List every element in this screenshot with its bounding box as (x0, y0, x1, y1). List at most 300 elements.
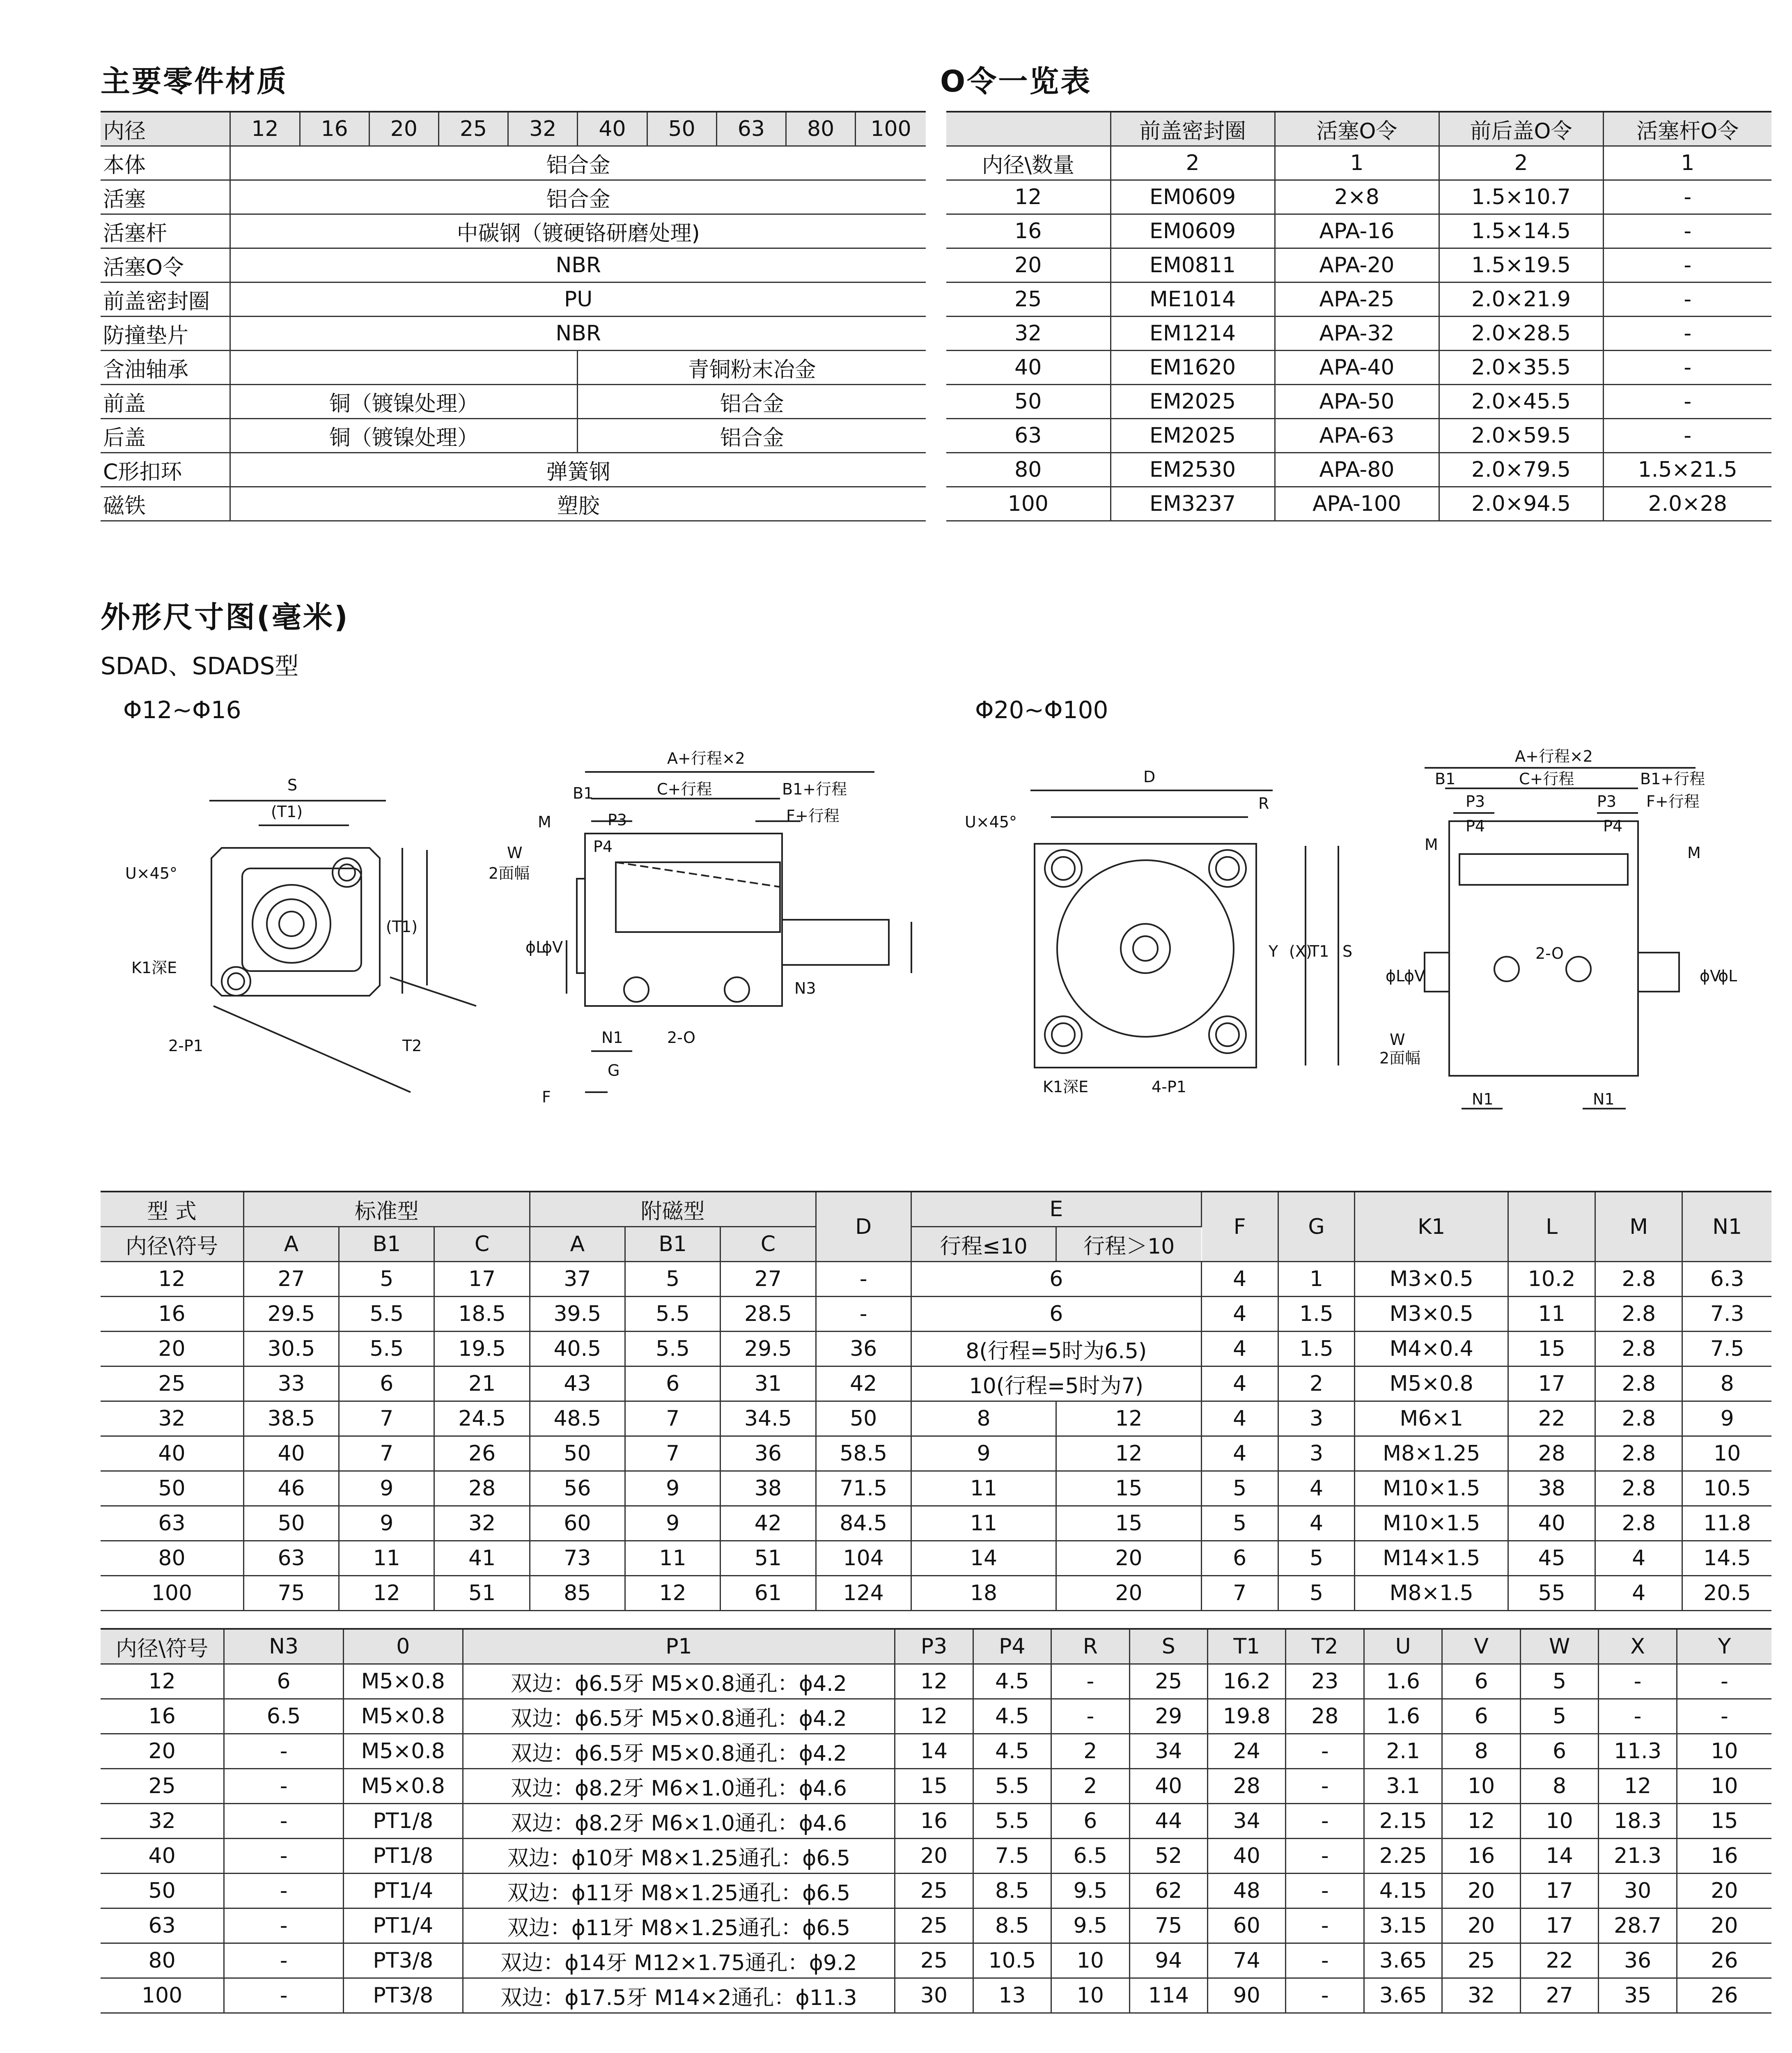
dim2-header-cell: V (1442, 1629, 1520, 1664)
dim2-cell: 双边：ϕ6.5牙 M5×0.8通孔：ϕ4.2 (463, 1699, 895, 1734)
materials-row (101, 214, 926, 248)
dim1-cell: 14.5 (1682, 1541, 1771, 1576)
dim2-cell: - (224, 1804, 344, 1839)
materials-row (101, 385, 926, 419)
part-name: 磁铁 (101, 487, 230, 521)
oring-cell: - (1603, 385, 1771, 419)
lbl-B1st: B1+行程 (782, 780, 847, 798)
dim2-cell: 4.15 (1364, 1874, 1442, 1908)
dim1-cell: 8 (1682, 1366, 1771, 1401)
materials-row (101, 180, 926, 214)
part-name: 前盖 (101, 385, 230, 419)
dim2-cell: 2 (1051, 1734, 1129, 1769)
oring-cell: 2×8 (1275, 180, 1439, 214)
dim1-cell: 4 (1201, 1366, 1278, 1401)
dim1-cell: 27 (243, 1262, 339, 1297)
dim2-cell: 9.5 (1051, 1908, 1129, 1943)
oring-qty-cell: 内径\数量 (946, 146, 1111, 180)
dim2-cell: 28 (1286, 1699, 1364, 1734)
part-material-right: 铝合金 (578, 419, 926, 453)
dim1-h-E1: 行程≤10 (911, 1227, 1056, 1262)
materials-row (101, 146, 926, 180)
dim2-cell: 40 (1129, 1769, 1207, 1804)
dim1-cell: 6 (911, 1262, 1201, 1297)
oring-cell: APA-32 (1275, 317, 1439, 351)
dim1-cell: 4 (1595, 1541, 1682, 1576)
dim1-cell: 10 (1682, 1436, 1771, 1471)
lbl-Cst: C+行程 (657, 780, 712, 798)
oring-cell: 32 (946, 317, 1111, 351)
dim1-cell: 48.5 (530, 1401, 625, 1436)
oring-cell: EM1620 (1111, 351, 1275, 385)
oring-cell: EM0811 (1111, 248, 1275, 282)
dim1-cell: 29.5 (720, 1332, 816, 1366)
oring-cell: 2.0×59.5 (1439, 419, 1603, 453)
lbl-P3c: P3 (1597, 792, 1617, 811)
dim2-cell: 10 (1442, 1769, 1520, 1804)
dim2-row (101, 1978, 1771, 2013)
dim1-cell: 2.8 (1595, 1262, 1682, 1297)
dim1-h-mag: 附磁型 (530, 1192, 816, 1227)
dim2-cell: 双边：ϕ6.5牙 M5×0.8通孔：ϕ4.2 (463, 1664, 895, 1699)
dim1-cell: 9 (339, 1506, 434, 1541)
dim2-cell: - (224, 1943, 344, 1978)
oring-cell: APA-25 (1275, 282, 1439, 317)
dim1-h-bore: 内径\符号 (101, 1227, 243, 1262)
dim1-cell: 5 (339, 1262, 434, 1297)
oring-cell: 1.5×10.7 (1439, 180, 1603, 214)
lbl-Vb: ϕV (1404, 967, 1425, 985)
dim2-cell: 15 (895, 1769, 973, 1804)
lbl-R: R (1258, 795, 1269, 813)
dim2-cell: 14 (1520, 1839, 1598, 1874)
dim1-cell: 61 (720, 1576, 816, 1611)
dim2-cell: 20 (1677, 1874, 1771, 1908)
part-material-left: 铜（镀镍处理） (230, 385, 578, 419)
dim1-cell: 104 (816, 1541, 911, 1576)
dim1-row (101, 1262, 1771, 1297)
dim2-cell: 32 (1442, 1978, 1520, 2013)
oring-header-cell: 活塞杆O令 (1603, 112, 1771, 146)
dim1-h-D: D (816, 1192, 911, 1262)
dim1-cell: 5 (1201, 1471, 1278, 1506)
oring-row (946, 317, 1771, 351)
oring-cell: EM2530 (1111, 453, 1275, 487)
dim1-cell: 9 (1682, 1401, 1771, 1436)
dim2-cell: 9.5 (1051, 1874, 1129, 1908)
dim1-cell: 18 (911, 1576, 1056, 1611)
dim2-cell: 6 (1051, 1804, 1129, 1839)
dim2-cell: 25 (895, 1874, 973, 1908)
oring-cell: 2.0×35.5 (1439, 351, 1603, 385)
oring-cell: - (1603, 282, 1771, 317)
dim1-cell: 4 (1278, 1471, 1355, 1506)
lbl-S: S (287, 776, 298, 794)
dim2-cell: 双边：ϕ8.2牙 M6×1.0通孔：ϕ4.6 (463, 1804, 895, 1839)
part-name: 活塞杆 (101, 214, 230, 248)
dim1-cell: 34.5 (720, 1401, 816, 1436)
oring-qty-row (946, 146, 1771, 180)
dim2-cell: M5×0.8 (343, 1699, 463, 1734)
materials-row (101, 351, 926, 385)
dim1-cell: M4×0.4 (1355, 1332, 1508, 1366)
dim1-cell: 40 (101, 1436, 243, 1471)
dim1-h-L: L (1508, 1192, 1595, 1262)
dim2-cell: - (1286, 1908, 1364, 1943)
dim2-cell: M5×0.8 (343, 1664, 463, 1699)
dim2-cell: 4.5 (973, 1664, 1051, 1699)
materials-table (101, 111, 926, 521)
part-material: 铝合金 (230, 180, 926, 214)
dim1-cell: 1 (1278, 1262, 1355, 1297)
dim1-cell: 7 (625, 1401, 720, 1436)
lbl-W2: 2面幅 (489, 864, 530, 882)
dim2-cell: 12 (101, 1664, 224, 1699)
dim2-cell: 双边：ϕ17.5牙 M14×2通孔：ϕ11.3 (463, 1978, 895, 2013)
dim2-cell: 50 (101, 1874, 224, 1908)
oring-cell: APA-80 (1275, 453, 1439, 487)
lbl-Sb: S (1342, 942, 1353, 960)
dim1-cell: 36 (816, 1332, 911, 1366)
dim1-cell: 41 (434, 1541, 530, 1576)
dim1-cell: 20.5 (1682, 1576, 1771, 1611)
dim1-cell: 11 (911, 1506, 1056, 1541)
dim1-cell: 5.5 (625, 1297, 720, 1332)
materials-row (101, 487, 926, 521)
dim1-cell: 124 (816, 1576, 911, 1611)
dim1-cell: 15 (1056, 1506, 1201, 1541)
dim1-cell: 5.5 (625, 1332, 720, 1366)
dim2-cell: 20 (895, 1839, 973, 1874)
dim1-cell: 37 (530, 1262, 625, 1297)
part-name: 活塞 (101, 180, 230, 214)
dim2-cell: - (1286, 1804, 1364, 1839)
dim2-cell: 100 (101, 1978, 224, 2013)
oring-qty-cell: 1 (1275, 146, 1439, 180)
dim1-cell: 6 (625, 1366, 720, 1401)
dim1-cell: 50 (816, 1401, 911, 1436)
dim2-cell: 12 (895, 1699, 973, 1734)
dim1-h-G: G (1278, 1192, 1355, 1262)
lbl-Vc: ϕV (1700, 967, 1721, 985)
dim2-cell: 3.1 (1364, 1769, 1442, 1804)
dim2-cell: 16 (1677, 1839, 1771, 1874)
materials-bore-cell: 100 (856, 112, 926, 146)
lbl-Lb: ϕL (1386, 967, 1405, 985)
oring-cell: 1.5×14.5 (1439, 214, 1603, 248)
dim1-cell: 84.5 (816, 1506, 911, 1541)
dim1-cell: - (816, 1262, 911, 1297)
materials-bore-cell: 32 (508, 112, 578, 146)
dim2-cell: 10 (1520, 1804, 1598, 1839)
dim1-cell: 22 (1508, 1401, 1595, 1436)
dim2-cell: 双边：ϕ10牙 M8×1.25通孔：ϕ6.5 (463, 1839, 895, 1874)
materials-header-label: 内径 (101, 112, 230, 146)
dim2-cell: 10 (1051, 1943, 1129, 1978)
dim1-row (101, 1366, 1771, 1401)
dim1-cell: 2.8 (1595, 1506, 1682, 1541)
dim1-cell: 4 (1595, 1576, 1682, 1611)
lbl-T2: T2 (402, 1037, 422, 1055)
part-material: 弹簧钢 (230, 453, 926, 487)
lbl-O2b: 2-O (1535, 944, 1564, 962)
dim2-cell: 8 (1520, 1769, 1598, 1804)
dim2-cell: 5.5 (973, 1804, 1051, 1839)
oring-cell: - (1603, 180, 1771, 214)
dim1-cell: 75 (243, 1576, 339, 1611)
dim2-cell: 3.65 (1364, 1943, 1442, 1978)
dim1-h-B1: B1 (625, 1227, 720, 1262)
materials-row (101, 419, 926, 453)
dim1-cell: 36 (720, 1436, 816, 1471)
lbl-A2: A+行程×2 (667, 749, 745, 767)
dim1-h-C: C (720, 1227, 816, 1262)
oring-cell: 2.0×28 (1603, 487, 1771, 521)
dim1-cell: 1.5 (1278, 1297, 1355, 1332)
dim2-cell: 26 (1677, 1943, 1771, 1978)
dim2-cell: 4.5 (973, 1734, 1051, 1769)
dim1-cell: 12 (1056, 1436, 1201, 1471)
dim1-cell: 15 (1508, 1332, 1595, 1366)
dim1-cell: 40 (243, 1436, 339, 1471)
front-view-large (1030, 790, 1338, 1068)
part-material: 塑胶 (230, 487, 926, 521)
dim1-cell: 26 (434, 1436, 530, 1471)
dim2-cell: 114 (1129, 1978, 1207, 2013)
lbl-Wb: W (1390, 1031, 1405, 1049)
dim2-cell: 20 (101, 1734, 224, 1769)
lbl-P3b: P3 (1466, 792, 1485, 811)
dim2-cell: PT1/4 (343, 1874, 463, 1908)
dim1-cell: 5 (1278, 1541, 1355, 1576)
dimension-drawings (0, 739, 1792, 1150)
dim1-cell: 43 (530, 1366, 625, 1401)
dim1-cell: 100 (101, 1576, 243, 1611)
dim2-cell: 10 (1677, 1769, 1771, 1804)
oring-qty-cell: 1 (1603, 146, 1771, 180)
dim1-cell: 4 (1201, 1332, 1278, 1366)
dim2-header-cell: P3 (895, 1629, 973, 1664)
dim2-cell: 62 (1129, 1874, 1207, 1908)
dim1-cell: 10(行程=5时为7) (911, 1366, 1201, 1401)
part-name: 后盖 (101, 419, 230, 453)
dimension-table-2 (101, 1628, 1771, 2014)
dim1-cell: 42 (816, 1366, 911, 1401)
dims-title: 外形尺寸图(毫米) (101, 600, 349, 634)
dim2-cell: 15 (1677, 1804, 1771, 1839)
dim1-cell: 3 (1278, 1436, 1355, 1471)
oring-cell: EM0609 (1111, 180, 1275, 214)
dim2-cell: 10 (1677, 1734, 1771, 1769)
dim1-row (101, 1541, 1771, 1576)
dim2-cell: 20 (1442, 1874, 1520, 1908)
dim2-cell: 8.5 (973, 1908, 1051, 1943)
lbl-P4b: P4 (1466, 817, 1485, 835)
dim1-cell: - (816, 1297, 911, 1332)
dim2-cell: 13 (973, 1978, 1051, 2013)
dim1-cell: 7 (339, 1436, 434, 1471)
dim2-row (101, 1908, 1771, 1943)
dim1-cell: 31 (720, 1366, 816, 1401)
dim1-cell: 32 (101, 1401, 243, 1436)
lbl-Ux45b: U×45° (965, 813, 1017, 831)
dim1-cell: 45 (1508, 1541, 1595, 1576)
lbl-L: ϕL (525, 938, 545, 956)
dim1-cell: 6.3 (1682, 1262, 1771, 1297)
dim2-cell: 6 (1520, 1734, 1598, 1769)
dim2-header-cell: T2 (1286, 1629, 1364, 1664)
dim2-cell: 2.15 (1364, 1804, 1442, 1839)
dim1-cell: 25 (101, 1366, 243, 1401)
materials-row (101, 282, 926, 317)
dim1-h-N1: N1 (1682, 1192, 1771, 1262)
oring-cell: 20 (946, 248, 1111, 282)
oring-row (946, 180, 1771, 214)
dim2-cell: 28.7 (1599, 1908, 1677, 1943)
dim2-cell: 25 (101, 1769, 224, 1804)
dim2-row (101, 1804, 1771, 1839)
oring-cell: APA-40 (1275, 351, 1439, 385)
dim1-cell: 9 (625, 1471, 720, 1506)
oring-cell: 2.0×45.5 (1439, 385, 1603, 419)
lbl-A2b: A+行程×2 (1515, 747, 1593, 765)
dim1-cell: 63 (101, 1506, 243, 1541)
oring-cell: 50 (946, 385, 1111, 419)
dim2-cell: 24 (1208, 1734, 1286, 1769)
lbl-W2b: 2面幅 (1379, 1049, 1421, 1067)
dim2-header-cell: X (1599, 1629, 1677, 1664)
oring-cell: 63 (946, 419, 1111, 453)
materials-row (101, 317, 926, 351)
dim1-cell: M6×1 (1355, 1401, 1508, 1436)
dim2-cell: PT1/8 (343, 1839, 463, 1874)
dim1-cell: 20 (1056, 1576, 1201, 1611)
dim2-cell: - (1677, 1664, 1771, 1699)
part-name: 前盖密封圈 (101, 282, 230, 317)
dim2-cell: 16 (895, 1804, 973, 1839)
oring-cell: - (1603, 248, 1771, 282)
dim2-cell: 双边：ϕ11牙 M8×1.25通孔：ϕ6.5 (463, 1908, 895, 1943)
dim2-header-cell: W (1520, 1629, 1598, 1664)
materials-bore-cell: 25 (438, 112, 508, 146)
dim1-cell: 29.5 (243, 1297, 339, 1332)
dim2-header-cell: S (1129, 1629, 1207, 1664)
dim2-cell: 63 (101, 1908, 224, 1943)
dim1-row (101, 1332, 1771, 1366)
dim2-cell: - (1677, 1699, 1771, 1734)
dim2-row (101, 1664, 1771, 1699)
lbl-B1b: B1 (1435, 770, 1456, 788)
dim2-cell: 36 (1599, 1943, 1677, 1978)
lbl-P1: 2-P1 (168, 1037, 203, 1055)
dim2-header-row (101, 1629, 1771, 1664)
dim1-cell: 18.5 (434, 1297, 530, 1332)
oring-cell: - (1603, 419, 1771, 453)
lbl-Lc: ϕL (1718, 967, 1737, 985)
dim2-cell: 80 (101, 1943, 224, 1978)
lbl-F: F (542, 1088, 551, 1106)
dim2-cell: 48 (1208, 1874, 1286, 1908)
part-name: 活塞O令 (101, 248, 230, 282)
dim1-h-M: M (1595, 1192, 1682, 1262)
lbl-B1stb: B1+行程 (1640, 770, 1705, 788)
dim2-cell: 27 (1520, 1978, 1598, 2013)
dim1-cell: 1.5 (1278, 1332, 1355, 1366)
dim1-h-K1: K1 (1355, 1192, 1508, 1262)
dim1-cell: 7 (339, 1401, 434, 1436)
dim1-h-F: F (1201, 1192, 1278, 1262)
oring-cell: APA-63 (1275, 419, 1439, 453)
dim2-header-cell: 0 (343, 1629, 463, 1664)
materials-bore-cell: 20 (369, 112, 438, 146)
dim1-cell: M3×0.5 (1355, 1297, 1508, 1332)
dim2-cell: - (1286, 1734, 1364, 1769)
dim2-cell: 44 (1129, 1804, 1207, 1839)
dim2-cell: 双边：ϕ14牙 M12×1.75通孔：ϕ9.2 (463, 1943, 895, 1978)
dim2-cell: 双边：ϕ6.5牙 M5×0.8通孔：ϕ4.2 (463, 1734, 895, 1769)
dim1-h-type: 型 式 (101, 1192, 243, 1227)
dim1-cell: 6 (911, 1297, 1201, 1332)
dim2-cell: 20 (1442, 1908, 1520, 1943)
dim2-cell: - (224, 1874, 344, 1908)
dim2-header-cell: U (1364, 1629, 1442, 1664)
dim1-cell: 2.8 (1595, 1436, 1682, 1471)
dim2-cell: 17 (1520, 1874, 1598, 1908)
dim1-cell: 38.5 (243, 1401, 339, 1436)
dim1-cell: 7.5 (1682, 1332, 1771, 1366)
oring-qty-cell: 2 (1439, 146, 1603, 180)
oring-cell: 2.0×28.5 (1439, 317, 1603, 351)
dim1-cell: 4 (1201, 1401, 1278, 1436)
oring-header-cell: 前后盖O令 (1439, 112, 1603, 146)
part-name: 防撞垫片 (101, 317, 230, 351)
dim2-cell: PT1/8 (343, 1804, 463, 1839)
materials-row (101, 453, 926, 487)
dim1-cell: 51 (434, 1576, 530, 1611)
lbl-B1: B1 (573, 784, 594, 802)
dim2-cell: 11.3 (1599, 1734, 1677, 1769)
dim2-cell: - (1051, 1664, 1129, 1699)
materials-title: 主要零件材质 (101, 64, 288, 99)
dim2-cell: - (1286, 1943, 1364, 1978)
dim1-cell: 7.3 (1682, 1297, 1771, 1332)
lbl-D: D (1143, 768, 1156, 786)
dim2-cell: 17 (1520, 1908, 1598, 1943)
lbl-Y: Y (1269, 942, 1278, 960)
dim2-cell: 16 (1442, 1839, 1520, 1874)
dim1-h-A: A (530, 1227, 625, 1262)
dim2-cell: 7.5 (973, 1839, 1051, 1874)
oring-header-cell: 活塞O令 (1275, 112, 1439, 146)
range-large: Φ20~Φ100 (975, 696, 1108, 724)
oring-cell: 25 (946, 282, 1111, 317)
dim2-cell: - (1286, 1839, 1364, 1874)
dim2-cell: 3.15 (1364, 1908, 1442, 1943)
oring-cell: EM3237 (1111, 487, 1275, 521)
dim1-cell: 12 (1056, 1401, 1201, 1436)
dim2-cell: 2.1 (1364, 1734, 1442, 1769)
dim1-cell: 6 (1201, 1541, 1278, 1576)
dim2-cell: 22 (1520, 1943, 1598, 1978)
lbl-Mc: M (1687, 844, 1701, 862)
dim2-cell: 6 (224, 1664, 344, 1699)
oring-row (946, 453, 1771, 487)
oring-row (946, 419, 1771, 453)
materials-bore-cell: 12 (230, 112, 300, 146)
dim1-cell: 12 (625, 1576, 720, 1611)
dim1-cell: 28 (434, 1471, 530, 1506)
dim2-cell: PT3/8 (343, 1943, 463, 1978)
